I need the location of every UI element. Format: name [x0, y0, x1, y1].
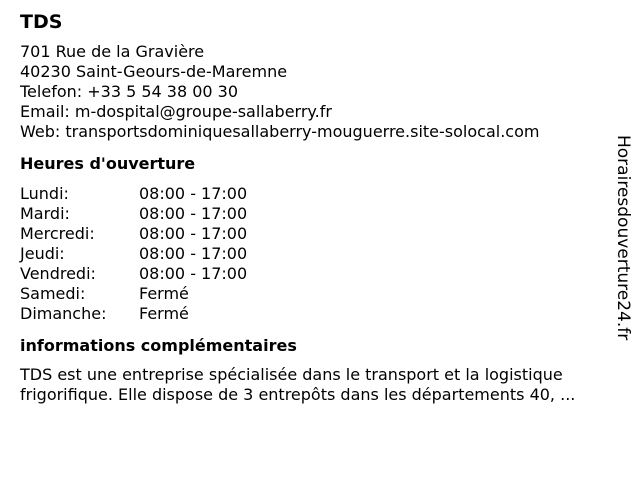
business-name: TDS — [20, 11, 63, 33]
info-heading: informations complémentaires — [20, 336, 297, 355]
hours-time: 08:00 - 17:00 — [139, 244, 248, 263]
hours-row-dimanche — [20, 304, 610, 324]
hours-day: Samedi: — [20, 284, 86, 303]
hours-day: Jeudi: — [20, 244, 65, 263]
hours-row-vendredi — [20, 264, 610, 284]
watermark-text: Horairesdouverture24.fr — [613, 135, 633, 341]
info-text-line-2: frigorifique. Elle dispose de 3 entrepôts dans les départements 40, ... — [20, 385, 576, 404]
hours-row-jeudi — [20, 244, 610, 264]
hours-time: 08:00 - 17:00 — [139, 264, 248, 283]
phone-text: Telefon: +33 5 54 38 00 30 — [20, 82, 239, 101]
hours-day: Mardi: — [20, 204, 70, 223]
hours-time: 08:00 - 17:00 — [139, 184, 248, 203]
hours-table — [20, 184, 610, 324]
hours-time: 08:00 - 17:00 — [139, 224, 248, 243]
hours-time: Fermé — [139, 304, 189, 323]
hours-time: 08:00 - 17:00 — [139, 204, 248, 223]
address-line-1: 701 Rue de la Gravière — [20, 42, 205, 61]
hours-row-mardi — [20, 204, 610, 224]
hours-row-samedi — [20, 284, 610, 304]
hours-time: Fermé — [139, 284, 189, 303]
hours-day: Mercredi: — [20, 224, 95, 243]
hours-day: Lundi: — [20, 184, 69, 203]
address-line-2: 40230 Saint-Geours-de-Maremne — [20, 62, 288, 81]
business-card — [20, 10, 610, 405]
hours-row-mercredi — [20, 224, 610, 244]
info-description — [20, 365, 630, 405]
info-text-line-1: TDS est une entreprise spécialisée dans le transport et la logistique — [20, 365, 563, 384]
hours-row-lundi — [20, 184, 610, 204]
hours-heading: Heures d'ouverture — [20, 154, 196, 173]
website-text: Web: transportsdominiquesallaberry-mouguerre.site-solocal.com — [20, 122, 540, 141]
hours-day: Dimanche: — [20, 304, 107, 323]
hours-day: Vendredi: — [20, 264, 96, 283]
email-text: Email: m-dospital@groupe-sallaberry.fr — [20, 102, 332, 121]
